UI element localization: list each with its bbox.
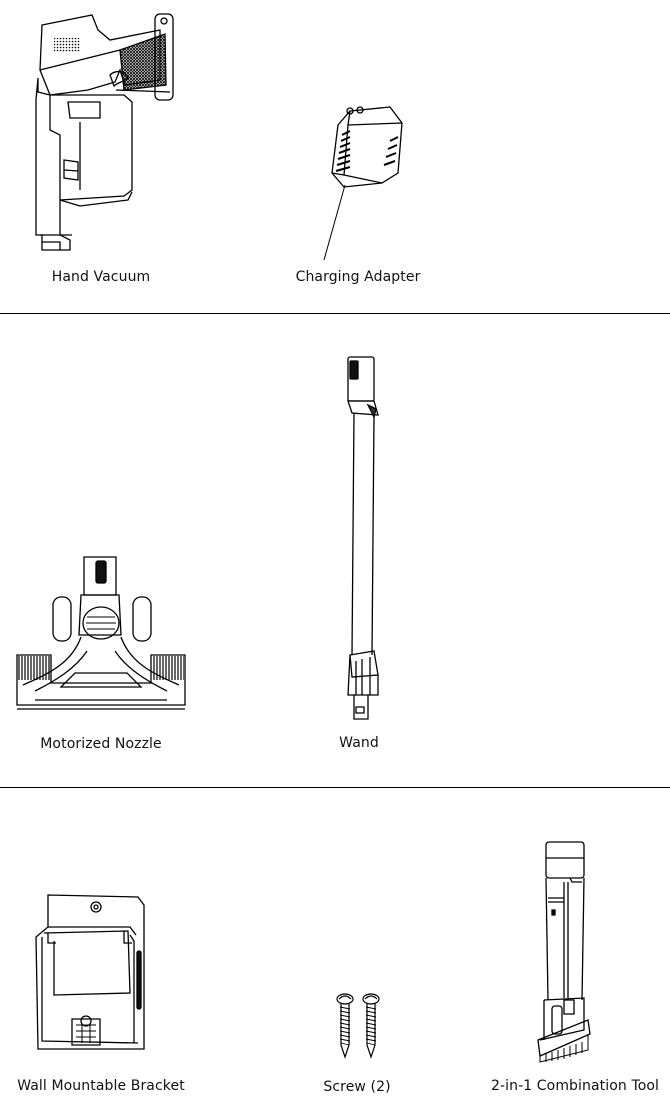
section-divider-1 [0, 313, 670, 314]
wand-label: Wand [339, 735, 379, 751]
wall-bracket-illustration [34, 891, 146, 1051]
wall-bracket-label: Wall Mountable Bracket [17, 1078, 185, 1094]
combination-tool-illustration [538, 840, 608, 1062]
screw-label: Screw (2) [323, 1079, 391, 1095]
charging-adapter-illustration [320, 105, 410, 265]
motorized-nozzle-label: Motorized Nozzle [40, 736, 162, 752]
hand-vacuum-illustration [20, 10, 180, 260]
section-divider-2 [0, 787, 670, 788]
screw-illustration [333, 993, 383, 1063]
wand-illustration [340, 355, 385, 725]
combination-tool-label: 2-in-1 Combination Tool [490, 1078, 660, 1094]
hand-vacuum-label: Hand Vacuum [51, 269, 151, 285]
charging-adapter-label: Charging Adapter [295, 269, 421, 285]
motorized-nozzle-illustration [15, 555, 187, 715]
